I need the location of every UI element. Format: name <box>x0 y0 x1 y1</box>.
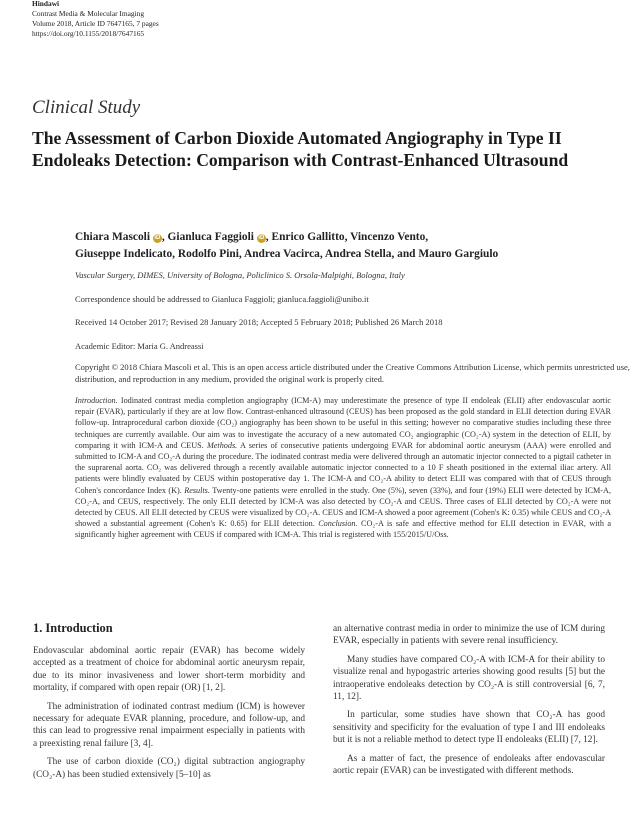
author-mascoli: Chiara Mascoli <box>75 231 150 243</box>
author-line-1: Chiara Mascoli iD , Gianluca Faggioli iD , Enrico Gallitto, Vincenzo Vento, <box>75 231 429 243</box>
paragraph: The use of carbon dioxide (CO₂) digital subtraction angiography (CO₂-A) has been studied extensively [5–10] as <box>33 757 305 780</box>
paragraph: The administration of iodinated contrast medium (ICM) is however necessary for adequate EVAR planning, procedure, and follow-up, and this can lead to progressive renal impairment especially in patients with a preexisting renal failure [3, 4]. <box>33 701 305 749</box>
abstract-intro-text: Iodinated contrast media completion angiography (ICM-A) may underestimate the presence of type II endoleak (ELII) after endovascular aortic repair (EVAR), particularly if they are at low flow. Contrast-enhanced ultrasound (CEUS) has been proposed as the gold standard in ELII detection during EVAR follow-up. Intraprocedural carbon dioxide (CO₂) angiography has been shown to be useful in this setting; however no comparative studies including these three techniques are currently available. Our aim was to investigate the accuracy of a new automated CO₂ angiographic (CO₂-A) system in the detection of ELII, by comparing it with ICM-A and CEUS. <box>75 396 611 450</box>
orcid-icon[interactable]: iD <box>258 235 265 241</box>
abstract-results-label: Results. <box>184 485 210 495</box>
doi-link[interactable]: https://doi.org/10.1155/2018/7647165 <box>32 29 145 38</box>
publisher-name: Hindawi <box>32 0 60 8</box>
affiliation: Vascular Surgery, DIMES, University of Bologna, Policlinico S. Orsola-Malpighi, Bologna, Italy <box>75 270 405 280</box>
body-column-right <box>333 623 605 783</box>
paragraph: an alternative contrast media in order to minimize the use of ICM during EVAR, especially in patients with severe renal insufficiency. <box>333 624 605 647</box>
abstract-results-text: Twenty-one patients were enrolled in the study. One (5%), seven (33%), and four (19%) ELII were detected by ICM-A, CO₂-A, and CEUS, respectively. The only ELII detected by ICM-A was also detected by CO₂-A and CEUS. Three cases of ELII detected by CO₂-A were not detected by CEUS. All ELII detected by CEUS were visualized by CO₂-A. CEUS and ICM-A showed a poor agreement (Cohen's K: 0.35) while CEUS and CO₂-A showed a substantial agreement (Cohen's K: 0.65) for ELII detection. <box>75 485 611 529</box>
correspondence: Correspondence should be addressed to Gianluca Faggioli; gianluca.faggioli@unibo.it <box>75 294 369 304</box>
copyright-notice: Copyright © 2018 Chiara Mascoli et al. This is an open access article distributed under the Creative Commons Attribution License, which permits unrestricted use, distribution, and reproduction in any medium, provided the original work is properly cited. <box>75 362 630 384</box>
paragraph: Endovascular abdominal aortic repair (EVAR) has become widely accepted as a treatment of choice for abdominal aortic aneurysm repair, due to its minor invasiveness and lower short-term morbidity and mortality, if compared with open repair (OR) [1, 2]. <box>33 646 305 694</box>
abstract-intro-label: Introduction. <box>75 396 118 405</box>
author-line-2: Giuseppe Indelicato, Rodolfo Pini, Andrea Vacirca, Andrea Stella, and Mauro Gargiulo <box>75 248 499 260</box>
abstract-methods-text: A series of consecutive patients undergoing EVAR for abdominal aortic aneurysm (AAA) were enrolled and submitted to ICM-A and CO₂-A during the procedure. The iodinated contrast media were delivered through an automatic injector connected to a pigtail catheter in the suprarenal aorta. CO₂ was delivered through a recently available automatic injector connected to a 10 F sheath positioned in the external iliac artery. All patients were blindly evaluated by CEUS within postoperative day 1. The ICM-A and CO₂-A ability to detect ELII was compared with that of CEUS through Cohen's concordance Index (K). <box>75 440 611 495</box>
article-title: The Assessment of Carbon Dioxide Automated Angiography in Type II Endoleaks Detection: Comparison with Contrast-Enhanced Ultrasound <box>32 128 569 170</box>
section-heading: 1. Introduction <box>33 621 113 635</box>
author-faggioli: Gianluca Faggioli <box>167 231 254 243</box>
abstract-conclusion-text: CO₂-A is safe and effective method for ELII detection in EVAR, with a significantly higher agreement with CEUS if compared with ICM-A. This trial is registered with 155/2015/U/Oss. <box>75 519 611 540</box>
page-header <box>32 0 159 39</box>
volume-info: Volume 2018, Article ID 7647165, 7 pages <box>32 19 159 28</box>
paragraph: In particular, some studies have shown that CO₂-A has good sensitivity and specificity for the evaluation of type I and III endoleaks but it is not a reliable method to detect type II endoleaks (ELII) [7, 12]. <box>333 710 605 746</box>
publication-dates: Received 14 October 2017; Revised 28 January 2018; Accepted 5 February 2018; Published 26 March 2018 <box>75 317 443 327</box>
abstract <box>75 395 611 541</box>
study-type: Clinical Study <box>32 97 141 118</box>
author-list <box>75 229 635 263</box>
orcid-icon[interactable]: iD <box>154 235 161 241</box>
academic-editor: Academic Editor: Maria G. Andreassi <box>75 341 204 351</box>
paragraph: As a matter of fact, the presence of endoleaks after endovascular aortic repair (EVAR) can be investigated with different methods. <box>333 753 605 777</box>
paragraph: Many studies have compared CO₂-A with ICM-A for their ability to visualize renal and hypogastric arteries showing good results [5] but the intraoperative endoleaks detection by CO₂-A is still controversial [6, 7, 11, 12]. <box>333 654 605 703</box>
author-others: Enrico Gallitto, Vincenzo Vento, <box>271 231 429 243</box>
body-column-left <box>33 620 305 787</box>
abstract-methods-label: Methods. <box>206 440 238 450</box>
journal-name: Contrast Media & Molecular Imaging <box>32 9 145 18</box>
abstract-conclusion-label: Conclusion. <box>318 519 358 529</box>
